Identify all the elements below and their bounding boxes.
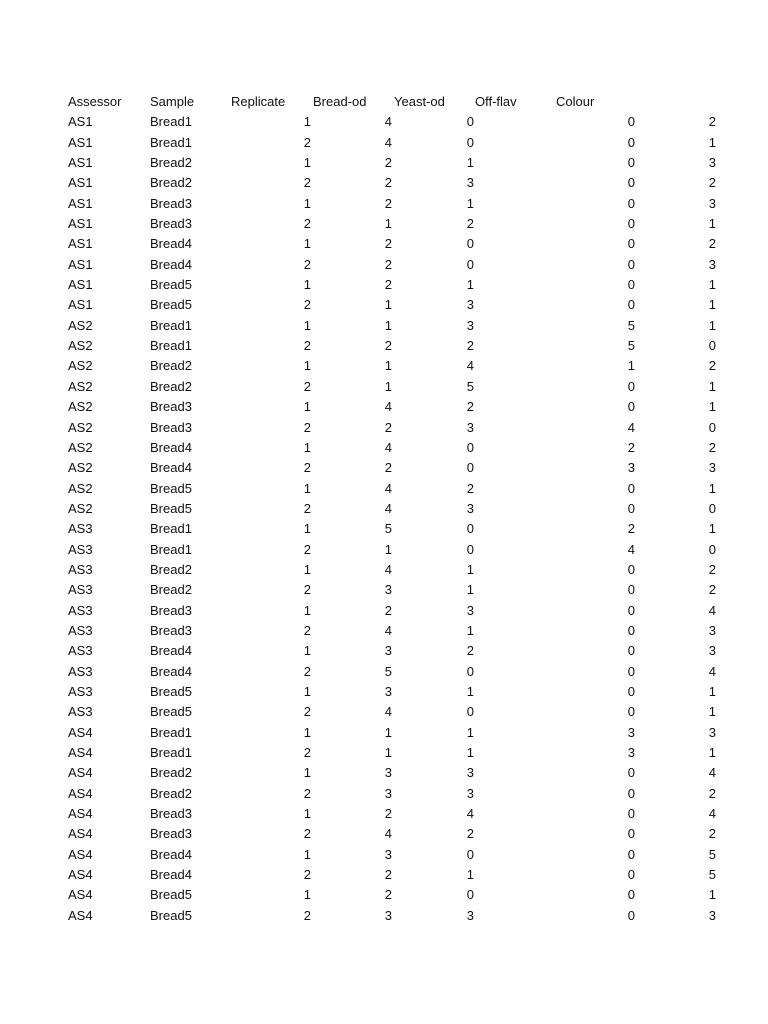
cell-colour: 0 (708, 338, 716, 354)
cell-yeast-od: 1 (466, 155, 474, 171)
header-bread-od: Bread-od (313, 94, 367, 109)
cell-assessor: AS1 (68, 195, 93, 211)
cell-off-flav: 0 (627, 704, 635, 720)
cell-sample: Bread4 (150, 439, 192, 455)
cell-assessor: AS3 (68, 521, 93, 537)
cell-colour: 3 (708, 622, 716, 638)
cell-bread-od: 1 (384, 724, 392, 740)
cell-assessor: AS3 (68, 602, 93, 618)
cell-assessor: AS4 (68, 785, 93, 801)
cell-colour: 1 (708, 480, 716, 496)
cell-bread-od: 5 (384, 521, 392, 537)
cell-colour: 2 (708, 582, 716, 598)
cell-off-flav: 2 (627, 439, 635, 455)
cell-bread-od: 4 (384, 439, 392, 455)
cell-bread-od: 2 (384, 887, 392, 903)
cell-assessor: AS2 (68, 378, 93, 394)
cell-colour: 0 (708, 419, 716, 435)
cell-assessor: AS3 (68, 622, 93, 638)
cell-replicate: 1 (303, 317, 311, 333)
cell-replicate: 2 (303, 785, 311, 801)
cell-off-flav: 0 (627, 683, 635, 699)
cell-replicate: 2 (303, 419, 311, 435)
cell-assessor: AS2 (68, 460, 93, 476)
cell-replicate: 1 (303, 480, 311, 496)
cell-assessor: AS2 (68, 317, 93, 333)
cell-yeast-od: 2 (466, 338, 474, 354)
cell-yeast-od: 1 (466, 561, 474, 577)
cell-off-flav: 0 (627, 846, 635, 862)
cell-yeast-od: 4 (466, 358, 474, 374)
cell-replicate: 2 (303, 216, 311, 232)
cell-off-flav: 5 (627, 317, 635, 333)
cell-sample: Bread1 (150, 521, 192, 537)
cell-assessor: AS4 (68, 887, 93, 903)
cell-bread-od: 1 (384, 317, 392, 333)
cell-yeast-od: 3 (466, 785, 474, 801)
cell-assessor: AS4 (68, 826, 93, 842)
cell-assessor: AS1 (68, 297, 93, 313)
cell-sample: Bread1 (150, 114, 192, 130)
cell-colour: 2 (708, 826, 716, 842)
cell-assessor: AS4 (68, 867, 93, 883)
cell-off-flav: 5 (627, 338, 635, 354)
cell-replicate: 2 (303, 134, 311, 150)
cell-off-flav: 3 (627, 724, 635, 740)
cell-bread-od: 2 (384, 195, 392, 211)
cell-off-flav: 0 (627, 134, 635, 150)
cell-yeast-od: 0 (466, 704, 474, 720)
cell-sample: Bread1 (150, 338, 192, 354)
cell-sample: Bread4 (150, 663, 192, 679)
cell-bread-od: 3 (384, 785, 392, 801)
cell-off-flav: 4 (627, 541, 635, 557)
cell-replicate: 1 (303, 236, 311, 252)
cell-colour: 4 (708, 806, 716, 822)
cell-replicate: 2 (303, 663, 311, 679)
cell-bread-od: 3 (384, 765, 392, 781)
cell-yeast-od: 3 (466, 317, 474, 333)
cell-colour: 1 (708, 745, 716, 760)
cell-off-flav: 0 (627, 887, 635, 903)
cell-replicate: 2 (303, 907, 311, 923)
cell-off-flav: 0 (627, 602, 635, 618)
cell-sample: Bread3 (150, 399, 192, 415)
cell-replicate: 1 (303, 643, 311, 659)
cell-off-flav: 0 (627, 480, 635, 496)
cell-replicate: 1 (303, 358, 311, 374)
cell-assessor: AS2 (68, 500, 93, 516)
cell-sample: Bread3 (150, 419, 192, 435)
cell-sample: Bread5 (150, 704, 192, 720)
cell-colour: 1 (708, 378, 716, 394)
cell-sample: Bread2 (150, 155, 192, 171)
cell-colour: 3 (708, 724, 716, 740)
cell-bread-od: 4 (384, 480, 392, 496)
cell-sample: Bread3 (150, 195, 192, 211)
cell-off-flav: 0 (627, 907, 635, 923)
cell-off-flav: 0 (627, 867, 635, 883)
cell-bread-od: 5 (384, 663, 392, 679)
cell-yeast-od: 4 (466, 806, 474, 822)
header-colour: Colour (556, 94, 595, 109)
cell-assessor: AS3 (68, 683, 93, 699)
cell-off-flav: 0 (627, 114, 635, 130)
cell-replicate: 1 (303, 561, 311, 577)
cell-assessor: AS3 (68, 704, 93, 720)
cell-sample: Bread3 (150, 826, 192, 842)
cell-off-flav: 0 (627, 378, 635, 394)
cell-bread-od: 1 (384, 541, 392, 557)
cell-colour: 0 (708, 500, 716, 516)
cell-colour: 2 (708, 561, 716, 577)
cell-sample: Bread2 (150, 378, 192, 394)
cell-sample: Bread1 (150, 724, 192, 740)
cell-bread-od: 3 (384, 643, 392, 659)
cell-assessor: AS2 (68, 358, 93, 374)
cell-bread-od: 2 (384, 338, 392, 354)
cell-bread-od: 1 (384, 745, 392, 760)
cell-colour: 3 (708, 460, 716, 476)
cell-off-flav: 0 (627, 785, 635, 801)
cell-replicate: 2 (303, 175, 311, 191)
cell-sample: Bread4 (150, 460, 192, 476)
cell-yeast-od: 2 (466, 216, 474, 232)
cell-replicate: 2 (303, 826, 311, 842)
cell-replicate: 2 (303, 297, 311, 313)
cell-sample: Bread1 (150, 134, 192, 150)
cell-sample: Bread5 (150, 500, 192, 516)
cell-colour: 1 (708, 297, 716, 313)
cell-off-flav: 0 (627, 216, 635, 232)
cell-colour: 3 (708, 907, 716, 923)
cell-bread-od: 2 (384, 602, 392, 618)
cell-replicate: 1 (303, 155, 311, 171)
cell-bread-od: 3 (384, 846, 392, 862)
cell-off-flav: 2 (627, 521, 635, 537)
cell-yeast-od: 3 (466, 907, 474, 923)
cell-assessor: AS1 (68, 175, 93, 191)
cell-yeast-od: 0 (466, 236, 474, 252)
cell-assessor: AS3 (68, 582, 93, 598)
cell-yeast-od: 5 (466, 378, 474, 394)
cell-yeast-od: 1 (466, 195, 474, 211)
cell-yeast-od: 1 (466, 277, 474, 293)
cell-sample: Bread3 (150, 602, 192, 618)
cell-colour: 1 (708, 134, 716, 150)
cell-yeast-od: 3 (466, 175, 474, 191)
cell-yeast-od: 0 (466, 541, 474, 557)
cell-sample: Bread3 (150, 806, 192, 822)
cell-assessor: AS3 (68, 663, 93, 679)
cell-assessor: AS4 (68, 765, 93, 781)
cell-bread-od: 2 (384, 155, 392, 171)
cell-assessor: AS2 (68, 480, 93, 496)
cell-replicate: 2 (303, 867, 311, 883)
cell-colour: 2 (708, 175, 716, 191)
cell-yeast-od: 0 (466, 439, 474, 455)
cell-yeast-od: 0 (466, 134, 474, 150)
cell-sample: Bread2 (150, 582, 192, 598)
cell-assessor: AS3 (68, 561, 93, 577)
cell-bread-od: 1 (384, 378, 392, 394)
cell-replicate: 2 (303, 704, 311, 720)
cell-yeast-od: 0 (466, 887, 474, 903)
cell-sample: Bread2 (150, 175, 192, 191)
cell-assessor: AS4 (68, 724, 93, 740)
header-replicate: Replicate (231, 94, 286, 109)
cell-off-flav: 1 (627, 358, 635, 374)
cell-bread-od: 2 (384, 277, 392, 293)
cell-bread-od: 1 (384, 358, 392, 374)
cell-off-flav: 0 (627, 663, 635, 679)
cell-replicate: 2 (303, 460, 311, 476)
cell-replicate: 2 (303, 256, 311, 272)
cell-sample: Bread5 (150, 887, 192, 903)
cell-bread-od: 4 (384, 399, 392, 415)
cell-replicate: 1 (303, 399, 311, 415)
cell-sample: Bread4 (150, 867, 192, 883)
cell-replicate: 2 (303, 541, 311, 557)
cell-sample: Bread5 (150, 480, 192, 496)
cell-yeast-od: 0 (466, 460, 474, 476)
cell-off-flav: 0 (627, 155, 635, 171)
cell-colour: 0 (708, 541, 716, 557)
cell-bread-od: 4 (384, 500, 392, 516)
cell-yeast-od: 0 (466, 114, 474, 130)
cell-colour: 1 (708, 521, 716, 537)
cell-yeast-od: 1 (466, 745, 474, 760)
cell-assessor: AS2 (68, 338, 93, 354)
cell-yeast-od: 1 (466, 622, 474, 638)
cell-sample: Bread2 (150, 358, 192, 374)
cell-bread-od: 3 (384, 683, 392, 699)
cell-colour: 1 (708, 399, 716, 415)
cell-off-flav: 0 (627, 500, 635, 516)
cell-sample: Bread3 (150, 216, 192, 232)
cell-sample: Bread1 (150, 541, 192, 557)
cell-off-flav: 0 (627, 806, 635, 822)
cell-assessor: AS2 (68, 439, 93, 455)
cell-bread-od: 4 (384, 134, 392, 150)
cell-bread-od: 4 (384, 622, 392, 638)
header-off-flav: Off-flav (475, 94, 517, 109)
cell-assessor: AS1 (68, 256, 93, 272)
cell-bread-od: 4 (384, 561, 392, 577)
cell-sample: Bread5 (150, 297, 192, 313)
cell-assessor: AS1 (68, 236, 93, 252)
cell-bread-od: 1 (384, 297, 392, 313)
cell-off-flav: 3 (627, 460, 635, 476)
header-sample: Sample (150, 94, 195, 109)
cell-bread-od: 1 (384, 216, 392, 232)
header-assessor: Assessor (68, 94, 122, 109)
cell-yeast-od: 0 (466, 256, 474, 272)
cell-bread-od: 2 (384, 867, 392, 883)
cell-replicate: 1 (303, 602, 311, 618)
cell-replicate: 2 (303, 500, 311, 516)
cell-colour: 4 (708, 765, 716, 781)
cell-yeast-od: 3 (466, 765, 474, 781)
cell-bread-od: 2 (384, 806, 392, 822)
cell-replicate: 1 (303, 277, 311, 293)
cell-assessor: AS4 (68, 907, 93, 923)
cell-sample: Bread5 (150, 277, 192, 293)
cell-colour: 3 (708, 256, 716, 272)
cell-yeast-od: 0 (466, 846, 474, 862)
cell-replicate: 1 (303, 683, 311, 699)
cell-replicate: 2 (303, 582, 311, 598)
cell-yeast-od: 3 (466, 500, 474, 516)
cell-off-flav: 0 (627, 175, 635, 191)
cell-replicate: 1 (303, 765, 311, 781)
cell-colour: 2 (708, 358, 716, 374)
cell-off-flav: 0 (627, 277, 635, 293)
cell-colour: 2 (708, 114, 716, 130)
cell-off-flav: 0 (627, 297, 635, 313)
cell-sample: Bread4 (150, 236, 192, 252)
cell-assessor: AS3 (68, 643, 93, 659)
cell-assessor: AS1 (68, 114, 93, 130)
cell-replicate: 1 (303, 439, 311, 455)
cell-yeast-od: 0 (466, 521, 474, 537)
cell-assessor: AS1 (68, 134, 93, 150)
cell-assessor: AS4 (68, 846, 93, 862)
cell-off-flav: 0 (627, 826, 635, 842)
cell-colour: 1 (708, 704, 716, 720)
cell-sample: Bread5 (150, 683, 192, 699)
cell-yeast-od: 1 (466, 724, 474, 740)
cell-colour: 1 (708, 216, 716, 232)
cell-yeast-od: 3 (466, 419, 474, 435)
cell-off-flav: 0 (627, 561, 635, 577)
cell-yeast-od: 1 (466, 683, 474, 699)
cell-assessor: AS4 (68, 806, 93, 822)
cell-yeast-od: 3 (466, 602, 474, 618)
cell-replicate: 1 (303, 521, 311, 537)
cell-replicate: 2 (303, 745, 311, 760)
cell-colour: 3 (708, 195, 716, 211)
cell-sample: Bread4 (150, 256, 192, 272)
cell-assessor: AS1 (68, 216, 93, 232)
cell-sample: Bread2 (150, 561, 192, 577)
cell-bread-od: 2 (384, 460, 392, 476)
cell-off-flav: 3 (627, 745, 635, 760)
cell-colour: 1 (708, 317, 716, 333)
cell-bread-od: 4 (384, 826, 392, 842)
cell-bread-od: 2 (384, 256, 392, 272)
cell-colour: 1 (708, 683, 716, 699)
cell-sample: Bread3 (150, 622, 192, 638)
header-yeast-od: Yeast-od (394, 94, 445, 109)
cell-bread-od: 2 (384, 419, 392, 435)
cell-colour: 4 (708, 663, 716, 679)
cell-off-flav: 0 (627, 256, 635, 272)
cell-off-flav: 0 (627, 399, 635, 415)
cell-bread-od: 3 (384, 582, 392, 598)
cell-replicate: 2 (303, 622, 311, 638)
cell-replicate: 1 (303, 806, 311, 822)
cell-assessor: AS2 (68, 419, 93, 435)
cell-yeast-od: 2 (466, 399, 474, 415)
cell-bread-od: 4 (384, 704, 392, 720)
cell-assessor: AS4 (68, 745, 93, 760)
cell-bread-od: 4 (384, 114, 392, 130)
cell-sample: Bread5 (150, 907, 192, 923)
cell-replicate: 2 (303, 378, 311, 394)
cell-colour: 4 (708, 602, 716, 618)
cell-yeast-od: 2 (466, 480, 474, 496)
cell-colour: 2 (708, 785, 716, 801)
cell-yeast-od: 0 (466, 663, 474, 679)
cell-yeast-od: 2 (466, 643, 474, 659)
cell-colour: 3 (708, 643, 716, 659)
cell-replicate: 1 (303, 195, 311, 211)
cell-colour: 5 (708, 867, 716, 883)
cell-colour: 1 (708, 277, 716, 293)
cell-sample: Bread1 (150, 745, 192, 760)
cell-off-flav: 0 (627, 582, 635, 598)
cell-replicate: 2 (303, 338, 311, 354)
cell-colour: 2 (708, 439, 716, 455)
cell-yeast-od: 1 (466, 867, 474, 883)
cell-assessor: AS1 (68, 277, 93, 293)
cell-replicate: 1 (303, 724, 311, 740)
cell-colour: 1 (708, 887, 716, 903)
cell-bread-od: 2 (384, 236, 392, 252)
cell-off-flav: 0 (627, 195, 635, 211)
cell-bread-od: 2 (384, 175, 392, 191)
cell-off-flav: 0 (627, 765, 635, 781)
cell-off-flav: 0 (627, 622, 635, 638)
cell-assessor: AS3 (68, 541, 93, 557)
cell-colour: 3 (708, 155, 716, 171)
cell-off-flav: 0 (627, 643, 635, 659)
cell-sample: Bread2 (150, 765, 192, 781)
cell-yeast-od: 1 (466, 582, 474, 598)
cell-yeast-od: 3 (466, 297, 474, 313)
cell-sample: Bread1 (150, 317, 192, 333)
cell-off-flav: 4 (627, 419, 635, 435)
cell-colour: 5 (708, 846, 716, 862)
cell-assessor: AS1 (68, 155, 93, 171)
cell-sample: Bread4 (150, 846, 192, 862)
cell-sample: Bread2 (150, 785, 192, 801)
cell-assessor: AS2 (68, 399, 93, 415)
cell-bread-od: 3 (384, 907, 392, 923)
cell-replicate: 1 (303, 114, 311, 130)
cell-replicate: 1 (303, 887, 311, 903)
cell-replicate: 1 (303, 846, 311, 862)
cell-yeast-od: 2 (466, 826, 474, 842)
cell-sample: Bread4 (150, 643, 192, 659)
cell-colour: 2 (708, 236, 716, 252)
cell-off-flav: 0 (627, 236, 635, 252)
